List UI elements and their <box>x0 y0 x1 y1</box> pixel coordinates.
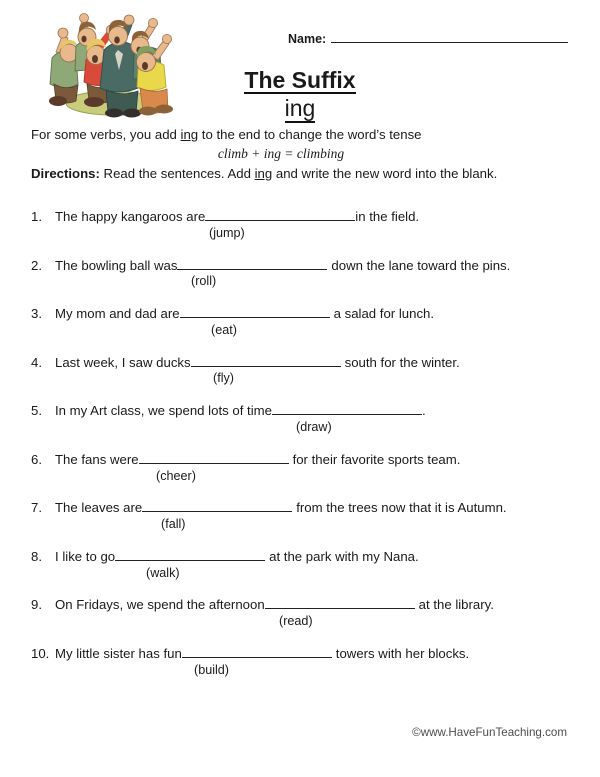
question-sentence <box>31 401 576 419</box>
answer-blank[interactable] <box>139 450 289 464</box>
question-sentence <box>31 207 576 225</box>
question-text-before-blank: Last week, I saw ducks <box>55 354 191 370</box>
answer-blank[interactable] <box>265 595 415 609</box>
question-text-after-blank: at the park with my Nana. <box>269 548 419 564</box>
base-word-hint: (walk) <box>146 565 180 580</box>
base-word-hint: (read) <box>279 614 313 629</box>
question-text-after-blank: a salad for lunch. <box>333 306 435 322</box>
question-text-before-blank: On Fridays, we spend the afternoon <box>55 597 265 613</box>
question-item <box>31 256 576 290</box>
answer-blank[interactable] <box>272 401 422 415</box>
question-text-after-blank: from the trees now that it is Autumn. <box>296 500 507 516</box>
question-sentence <box>31 644 576 662</box>
question-number: 9. <box>31 597 42 613</box>
question-text-after-blank: down the lane toward the pins. <box>331 257 511 273</box>
worksheet-header <box>0 0 600 122</box>
answer-blank[interactable] <box>142 498 292 512</box>
question-item <box>31 207 576 241</box>
question-item <box>31 401 576 435</box>
question-list <box>31 207 576 692</box>
answer-blank[interactable] <box>177 256 327 270</box>
copyright-text: ©www.HaveFunTeaching.com <box>412 726 567 739</box>
question-text-before-blank: I like to go <box>55 548 116 564</box>
page-title <box>0 68 600 123</box>
directions-text-before: Read the sentences. Add <box>99 165 255 181</box>
question-sentence <box>31 450 576 468</box>
answer-blank[interactable] <box>115 547 265 561</box>
question-number: 10. <box>31 645 50 661</box>
question-text-before-blank: The leaves are <box>55 500 143 516</box>
question-item <box>31 304 576 338</box>
question-number: 4. <box>31 354 42 370</box>
question-text-after-blank: in the field. <box>355 209 420 224</box>
question-sentence <box>31 498 576 516</box>
question-text-after-blank: at the library. <box>418 597 494 613</box>
question-item <box>31 498 576 532</box>
question-number: 3. <box>31 306 42 322</box>
title-main-text: The Suffix <box>244 67 356 93</box>
base-word-hint: (jump) <box>209 225 245 240</box>
question-number: 2. <box>31 257 42 273</box>
base-word-hint: (fall) <box>161 517 186 532</box>
footer <box>0 726 567 739</box>
intro-text-after: to the end to change the word’s tense <box>198 127 422 142</box>
directions-suffix-underlined: ing <box>254 165 273 181</box>
question-sentence <box>31 353 576 371</box>
base-word-hint: (build) <box>194 662 229 677</box>
question-text-before-blank: In my Art class, we spend lots of time <box>55 403 272 419</box>
question-text-before-blank: The happy kangaroos are <box>55 209 206 224</box>
question-number: 8. <box>31 548 42 564</box>
base-word-hint: (cheer) <box>156 468 196 483</box>
base-word-hint: (roll) <box>191 274 217 289</box>
answer-blank[interactable] <box>191 353 341 367</box>
question-sentence <box>31 595 576 613</box>
question-number: 5. <box>31 403 42 419</box>
base-word-hint: (fly) <box>213 371 234 386</box>
question-sentence <box>31 256 576 274</box>
question-number: 6. <box>31 451 42 467</box>
question-item <box>31 644 576 678</box>
question-text-before-blank: My mom and dad are <box>55 306 180 322</box>
question-sentence <box>31 304 576 322</box>
directions-sentence <box>31 166 526 183</box>
base-word-hint: (eat) <box>211 322 237 337</box>
question-text-after-blank: south for the winter. <box>344 354 460 370</box>
question-text-after-blank: . <box>421 403 426 419</box>
answer-blank[interactable] <box>180 304 330 318</box>
name-label: Name: <box>288 32 327 46</box>
answer-blank[interactable] <box>182 644 332 658</box>
name-field-row <box>288 30 568 46</box>
question-item <box>31 595 576 629</box>
question-item <box>31 450 576 484</box>
question-item <box>31 547 576 581</box>
question-item <box>31 353 576 387</box>
base-word-hint: (draw) <box>296 420 332 435</box>
question-text-after-blank: for their favorite sports team. <box>292 451 461 467</box>
intro-text-before: For some verbs, you add <box>31 127 181 142</box>
question-text-before-blank: My little sister has fun <box>55 645 182 661</box>
question-text-after-blank: towers with her blocks. <box>335 645 470 661</box>
intro-sentence <box>31 127 571 144</box>
question-sentence <box>31 547 576 565</box>
directions-label: Directions: <box>31 165 100 181</box>
question-text-before-blank: The bowling ball was <box>55 257 178 273</box>
answer-blank[interactable] <box>205 207 355 221</box>
title-suffix-text: ing <box>284 95 316 122</box>
example-formula: climb + ing = climbing <box>217 145 345 161</box>
directions-text-after: and write the new word into the blank. <box>272 165 498 181</box>
question-text-before-blank: The fans were <box>55 451 139 467</box>
name-input-line[interactable] <box>331 30 568 43</box>
intro-block <box>31 127 571 182</box>
question-number: 1. <box>31 209 42 224</box>
question-number: 7. <box>31 500 42 516</box>
intro-suffix-underlined: ing <box>180 127 199 142</box>
